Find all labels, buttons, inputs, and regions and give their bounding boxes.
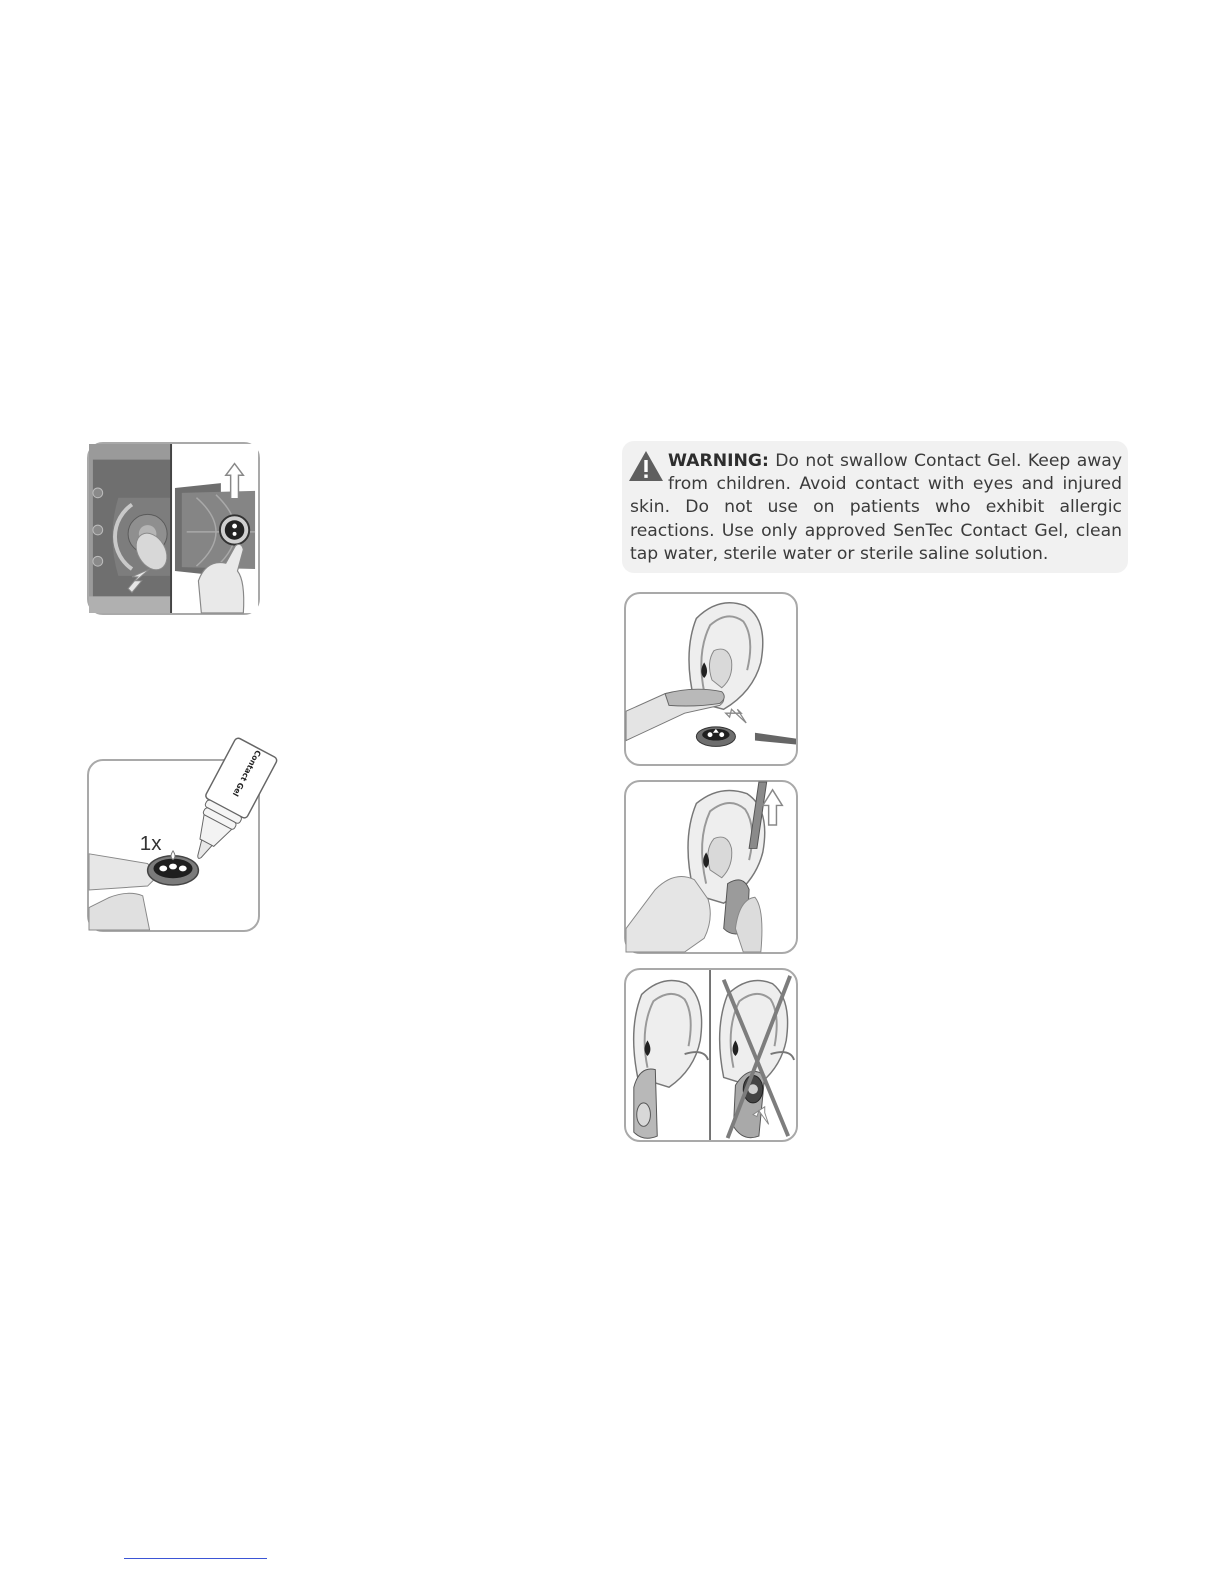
bottle-label: Contact Gel: [230, 748, 263, 798]
illustration-ear-clip-attach: [624, 592, 798, 766]
illustration-docking-station: [87, 442, 260, 615]
warning-triangle-icon: [628, 450, 664, 482]
warning-box: [622, 441, 1128, 573]
warning-heading: WARNING:: [668, 451, 769, 471]
drop-count-label: 1x: [139, 831, 162, 855]
footnote-rule: [124, 1558, 267, 1559]
illustration-ear-clip-correct-incorrect: [624, 968, 798, 1142]
illustration-ear-clip-position: [624, 780, 798, 954]
warning-text: Do not swallow Contact Gel. Keep away from children. Avoid contact with eyes and injured skin. Do not use on patients who exhibit allergic reactions. Use only approved SenTec Contact Gel, clean tap water, sterile water or sterile saline solution.: [630, 451, 1122, 564]
illustration-apply-gel: [87, 748, 263, 932]
